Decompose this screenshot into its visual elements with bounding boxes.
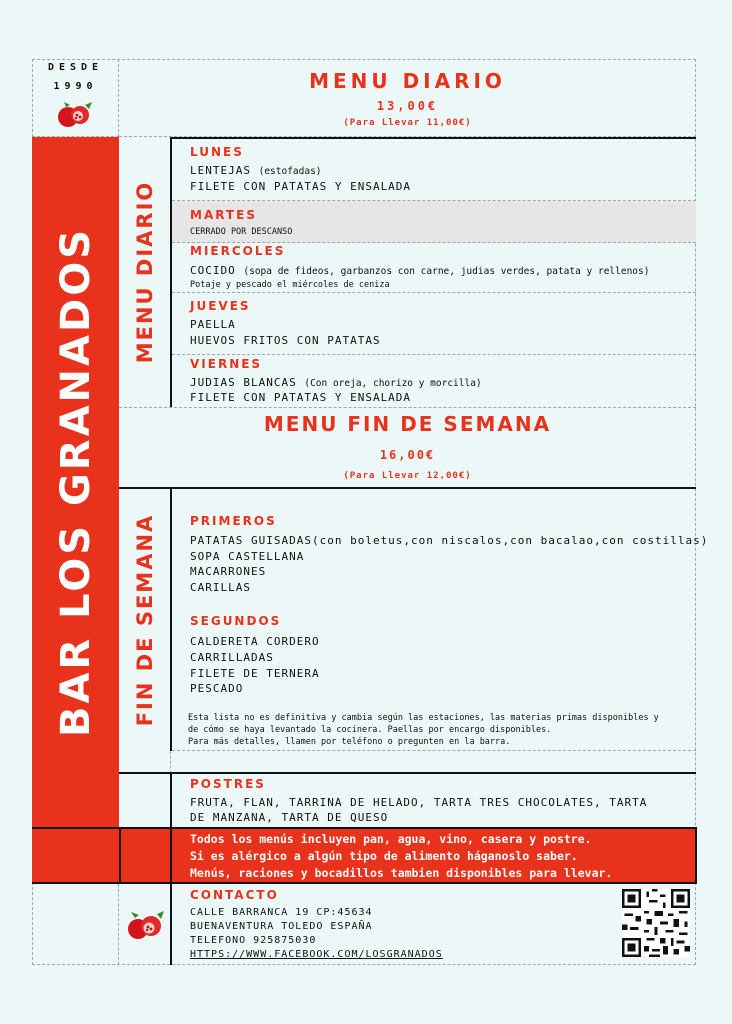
primeros-title: PRIMEROS [190,514,277,528]
disclaimer-line: Esta lista no es definitiva y cambia según las estaciones, las materias primas disponibles y [188,713,659,723]
dish: FILETE CON PATATAS Y ENSALADA [190,180,412,193]
weekend-price: 16,00€ [379,448,436,462]
day-name: MIERCOLES [190,244,286,258]
contact-title: CONTACTO [190,888,279,902]
segundos-title: SEGUNDOS [190,614,282,628]
closed-note: CERRADO POR DESCANSO [190,227,293,237]
dish: SOPA CASTELLANA [190,550,305,563]
dish: CALDERETA CORDERO [190,635,320,648]
day-monday [172,137,696,201]
weekend-header [119,407,696,488]
info-banner [32,827,697,884]
postres-section [172,774,696,827]
weekend-menu [172,489,709,751]
dish: COCIDO (sopa de fideos, garbanzos con carne, judias verdes, patata y rellenos) [190,264,650,277]
contact-phone: TELEFONO 925875030 [190,935,317,946]
pomegranate-icon [125,908,167,942]
weekend-takeaway-price: (Para Llevar 12,00€) [343,471,472,481]
dish: LENTEJAS (estofadas) [190,164,322,177]
page-title: MENU DIARIO [309,69,506,93]
dish: PAELLA [190,318,236,331]
weekend-vertical-label: FIN DE SEMANA [132,513,157,727]
disclaimer-line: Para más detalles, llamen por teléfono o pregunten en la barra. [188,737,511,747]
contact-city: BUENAVENTURA TOLEDO ESPAÑA [190,921,373,932]
dish: JUDIAS BLANCAS (Con oreja, chorizo y morcilla) [190,376,482,389]
postres-title: POSTRES [190,777,266,791]
postres-spacer [119,751,171,827]
dish: FILETE CON PATATAS Y ENSALADA [190,391,412,404]
disclaimer-line: de cómo se haya levantado la cocinera. Paellas por encargo disponibles. [188,725,552,735]
day-friday [172,355,696,407]
day-wednesday [172,243,696,293]
contact-section [172,884,696,965]
contact-address: CALLE BARRANCA 19 CP:45634 [190,907,373,918]
daily-menu [172,137,696,407]
qr-code[interactable] [622,889,690,957]
info-text: Todos los menús incluyen pan, agua, vino, casera y postre. Si es alérgico a algún tipo de alimento háganoslo saber. Menús, raciones y bocadillos tambien disponibles para llevar. [190,832,613,880]
pomegranate-icon [54,99,96,129]
daily-price: 13,00€ [376,99,439,113]
daily-label-column [119,137,171,407]
daily-header [119,59,696,137]
dessert-list: DE MANZANA, TARTA DE QUESO [190,811,389,824]
daily-vertical-label: MENU DIARIO [132,180,157,364]
side-title: BAR LOS GRANADOS [52,226,99,738]
day-name: LUNES [190,145,244,159]
since-box [32,59,119,137]
dish: MACARRONES [190,565,267,578]
side-banner [32,137,119,827]
dish: PATATAS GUISADAS(con boletus,con niscalos,con bacalao,con costillas) [190,534,709,547]
contact-spacer-left [32,884,119,965]
dish: FILETE DE TERNERA [190,667,320,680]
daily-takeaway-price: (Para Llevar 11,00€) [343,118,472,128]
day-thursday [172,293,696,355]
day-name: JUEVES [190,299,251,313]
contact-icon-cell [119,884,171,965]
dish: CARRILLADAS [190,651,274,664]
since-year: 1990 [53,81,98,92]
qr-code-icon [622,889,690,957]
since-label: DESDE [47,62,104,73]
dish-note: Potaje y pescado el miércoles de ceniza [190,280,390,290]
facebook-link[interactable]: HTTPS://WWW.FACEBOOK.COM/LOSGRANADOS [190,949,443,960]
dish: HUEVOS FRITOS CON PATATAS [190,334,381,347]
dish: PESCADO [190,682,244,695]
dish: CARILLAS [190,581,251,594]
dessert-list: FRUTA, FLAN, TARRINA DE HELADO, TARTA TRES CHOCOLATES, TARTA [190,796,648,809]
weekend-label-column [119,489,171,751]
day-tuesday [172,201,696,243]
day-name: VIERNES [190,357,263,371]
day-name: MARTES [190,208,257,222]
weekend-title: MENU FIN DE SEMANA [263,412,552,436]
